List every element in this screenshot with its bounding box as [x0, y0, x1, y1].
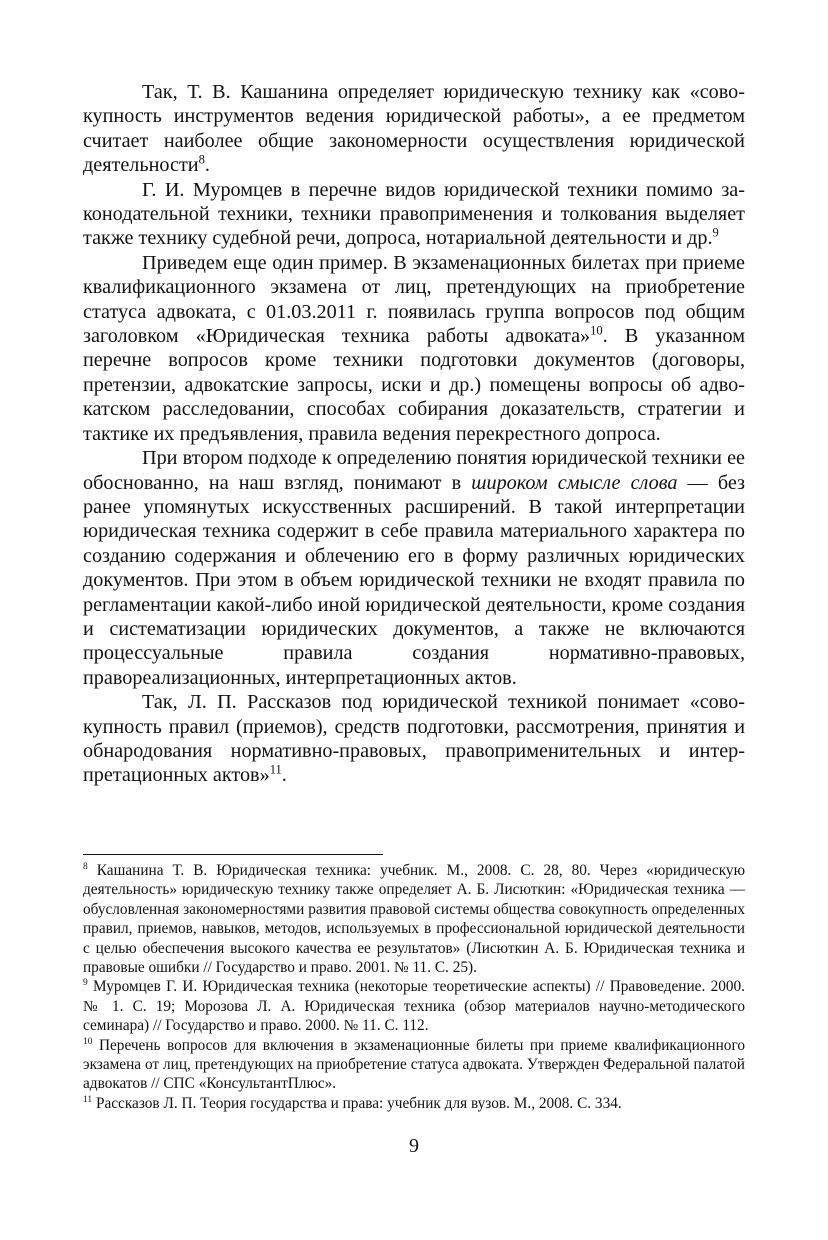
footnote-separator [83, 854, 383, 855]
footnote-text: Рассказов Л. П. Теория государства и права: учебник для вузов. М., 2008. С. 334. [95, 1094, 622, 1112]
paragraph-second-approach [83, 446, 745, 690]
paragraph-text-end: . [281, 764, 287, 787]
italic-emphasis: широком смысле слова [471, 471, 678, 494]
paragraph-kashanina [83, 80, 745, 178]
footnote-ref-9[interactable]: 9 [712, 225, 719, 240]
footnote-ref-10[interactable]: 10 [590, 323, 603, 338]
footnote-text: Кашанина Т. В. Юридическая техника: учебник. М., 2008. С. 28, 80. Через «юридическую деятельность» юридическую технику также определяет А. Б. Лисюткин: «Юридическая техника — обусловленная закономерностями развития правовой системы общества совокупность определенных правил, приемов, навыков, методов, используемых в профессиональной юридической деятельности с целью обеспечения высокого качества ее результатов» (Лисюткин А. Б. Юридическая техника и правовые ошибки // Государство и право. 2001. № 11. С. 25). [83, 862, 746, 977]
paragraph-text-end: . В указанном перечне вопросов кроме техники подготовки документов (договоры, претензии, адвокатские запросы, иски и др.) помещены вопросы об адвокатском расследовании, способах собирания доказательств, стратегии и тактике их предъявления, правила ведения перекрестного допроса. [83, 325, 745, 445]
footnote-9 [83, 977, 745, 1035]
footnote-ref-8[interactable]: 8 [198, 152, 205, 167]
footnote-ref-11[interactable]: 11 [269, 762, 282, 777]
paragraph-text-end: . [204, 154, 210, 177]
paragraph-text: Г. И. Муромцев в перечне видов юридической техники помимо законодательной техники, техники правоприменения и толкования выделяет также технику судебной речи, допроса, нотариальной деятельности и др. [83, 178, 745, 250]
paragraph-rasskazov [83, 690, 745, 788]
main-text [83, 80, 745, 788]
paragraph-muromtsev [83, 178, 745, 251]
paragraph-text: Приведем еще один пример. В экзаменационных билетах при приеме квалификационного экзамена от лиц, претендующих на приобретение статуса адвоката, с 01.03.2011 г. появилась группа вопросов под общим заголовком «Юридическая техника работы адвоката» [83, 251, 745, 348]
paragraph-text: При втором подходе к определению понятия юридической техники ее обоснованно, на наш взгляд, понимают в [83, 447, 745, 494]
paragraph-text: Так, Т. В. Кашанина определяет юридическую технику как «совокупность инструментов ведения юридической работы», а ее предметом считает наиболее общие закономерности осуществления юридической деятельности [83, 81, 745, 177]
footnote-text: Перечень вопросов для включения в экзаменационные билеты при приеме квалификационного экзамена от лиц, претендующих на приобретение статуса адвоката. Утвержден Федеральной палатой адвокатов // СПС «КонсультантПлюс». [83, 1036, 745, 1093]
paragraph-text-end: — без ранее упомянутых искусственных расширений. В такой интерпретации юридическая техника содержит в себе правила материального характера по созданию содержания и облечению его в форму различных юридических документов. При этом в объем юридической техники не входят правила по регламентации какой-либо иной юридической деятельности, кроме создания и систематизации юридических документов, а также не включаются процессуальные правила создания нормативно-правовых, правореализационных, интерпретационных актов. [83, 471, 746, 689]
paragraph-exam-tickets [83, 251, 745, 446]
footnote-text: Муромцев Г. И. Юридическая техника (некоторые теоретические аспекты) // Правоведение. 2000. № 1. С. 19; Морозова Л. А. Юридическая техника (обзор материалов научно-методического семинара) // Государство и право. 2000. № 11. С. 112. [83, 978, 745, 1035]
paragraph-text: Так, Л. П. Рассказов под юридической техникой понимает «совокупность правил (приемов), средств подготовки, рассмотрения, принятия и обнародования нормативно-правовых, правоприменительных и интерпретационных актов» [83, 691, 745, 787]
footnote-number: 10 [83, 1036, 93, 1047]
footnote-10 [83, 1036, 745, 1094]
footnotes [83, 861, 745, 1113]
footnote-number: 11 [83, 1095, 93, 1105]
footnote-8 [83, 861, 745, 977]
page-number: 9 [409, 1135, 419, 1157]
footnote-number: 9 [83, 978, 88, 989]
footnote-11 [83, 1094, 745, 1113]
footnote-number: 8 [83, 862, 88, 873]
